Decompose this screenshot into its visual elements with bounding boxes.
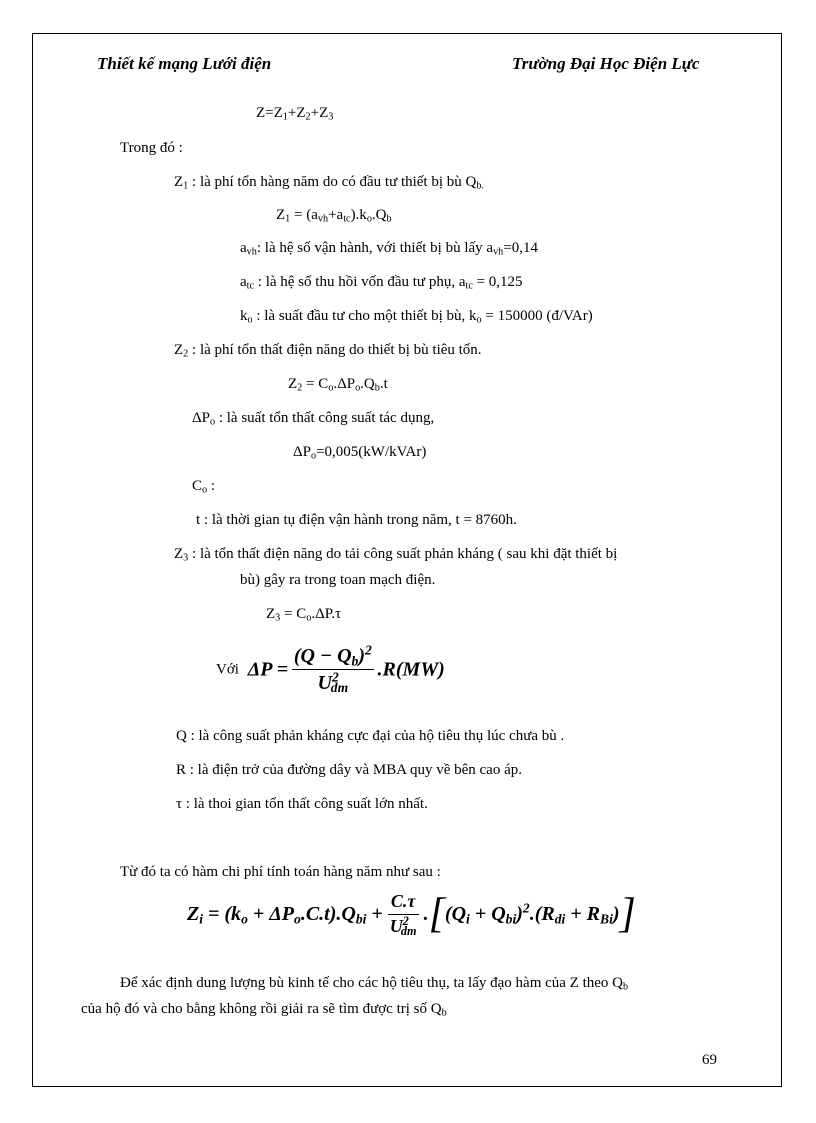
t-definition: t : là thời gian tụ điện vận hành trong năm, t = 8760h. <box>196 512 517 528</box>
formula-z3: $Z_3 = C_o.\Delta P.\tau$ <box>266 606 342 624</box>
tu-do-paragraph: Từ đó ta có hàm chi phí tính toán hàng năm như sau : <box>120 864 441 880</box>
trong-do-label: Trong đó : <box>120 140 183 156</box>
z3-definition: $Z_3$ : là tổn thất điện năng do tải công suất phản kháng ( sau khi đặt thiết bị <box>174 546 618 564</box>
formula-z: $Z=Z_1+Z_2+Z_3$ <box>256 105 334 123</box>
atc-definition: $a_{tc}$ : là hệ số thu hồi vốn đầu tư phụ, $a_{tc} = 0,125$ <box>240 274 523 292</box>
q-definition: Q : là công suất phản kháng cực đại của hộ tiêu thụ lúc chưa bù . <box>176 728 565 744</box>
z3-definition-cont: bù) gây ra trong toan mạch điện. <box>240 572 436 588</box>
formula-delta-p: Với ΔP = $\frac{(Q - Q_b)^2}{U^2_{dm}}$ .R(MW) <box>216 642 445 696</box>
tau-definition: τ : là thoi gian tổn thất công suất lớn nhất. <box>176 796 428 812</box>
formula-z2: $Z_2 = C_o.\Delta P_o.Q_b.t$ <box>288 376 388 394</box>
conclusion-line-2: của hộ đó và cho bằng không rồi giải ra sẽ tìm được trị số $Q_b$ <box>81 1001 447 1019</box>
formula-zi: $Z_i = (k_o + \Delta P_o.C.t).Q_{bi}$ + $\frac{C.\tau}{U^2_{dm}}$ $.[(Q_i + Q_{bi})^2.(R_{di} + R_{Bi})]$ <box>187 890 636 938</box>
ko-definition: $k_o$ : là suất đầu tư cho một thiết bị bù, $k_o = 150000$ (đ/VAr) <box>240 308 593 326</box>
conclusion-line-1: Để xác định dung lượng bù kinh tế cho các hộ tiêu thụ, ta lấy đạo hàm của Z theo $Q_b$ <box>120 975 629 993</box>
z2-definition: $Z_2$ : là phí tổn thất điện năng do thiết bị bù tiêu tốn. <box>174 342 482 360</box>
header-left: Thiết kế mạng Lưới điện <box>97 54 272 73</box>
dpo-definition: $\Delta P_o$ : là suất tổn thất công suất tác dụng, <box>192 410 435 428</box>
z1-definition: $Z_1$ : là phí tổn hàng năm do có đầu tư thiết bị bù $Q_{b.}$ <box>174 174 484 192</box>
avh-definition: $a_{vh}$: là hệ số vận hành, với thiết bị bù lấy $a_{vh}=0,14$ <box>240 240 538 258</box>
header-right: Trường Đại Học Điện Lực <box>512 54 700 73</box>
formula-z1: $Z_1 = (a_{vh}+a_{tc}).k_o.Q_b$ <box>276 207 392 225</box>
co-definition: $C_o$ : <box>192 478 216 496</box>
page-number: 69 <box>702 1052 717 1068</box>
formula-dpo: $\Delta P_o=0,005(kW/kVAr)$ <box>293 444 427 462</box>
r-definition: R : là điện trở của đường dây và MBA quy về bên cao áp. <box>176 762 522 778</box>
